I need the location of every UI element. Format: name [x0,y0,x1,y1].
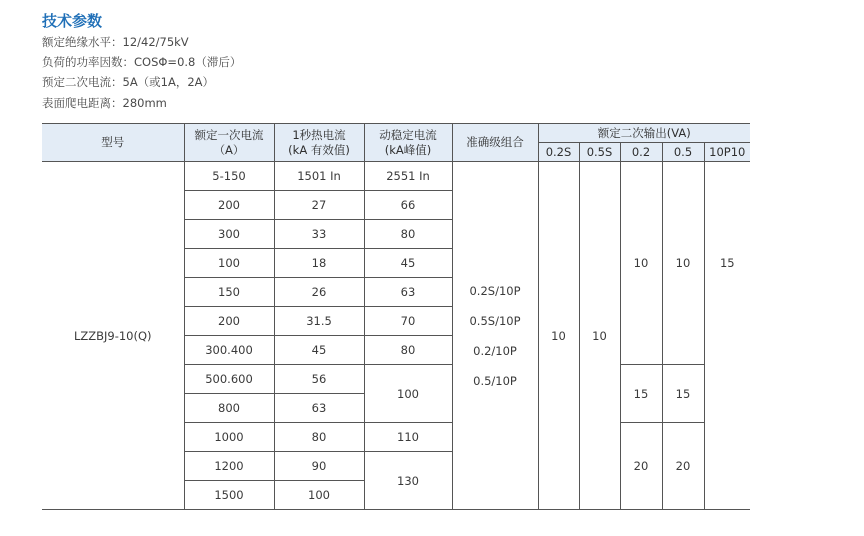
primary-current-cell: 500.600 [184,365,274,394]
primary-current-cell: 200 [184,307,274,336]
accuracy-item: 0.2/10P [473,343,517,358]
output-05-cell: 10 [662,162,704,365]
primary-current-cell: 1500 [184,481,274,510]
header-thermal-l2: (kA 有效值) [288,142,350,157]
dynamic-current-cell: 45 [364,249,452,278]
output-02-cell: 15 [620,365,662,423]
primary-current-cell: 1200 [184,452,274,481]
header-thermal-l1: 1秒热电流 [292,127,346,142]
dynamic-current-cell: 100 [364,365,452,423]
header-sub-05S: 0.5S [579,143,620,162]
primary-current-cell: 5-150 [184,162,274,191]
output-10P10-cell: 15 [704,162,750,510]
header-thermal-current [274,124,364,162]
param-power-factor: 负荷的功率因数：COSΦ=0.8（滞后） [42,55,242,69]
thermal-current-cell: 1501 In [274,162,364,191]
output-02-cell: 20 [620,423,662,510]
accuracy-item: 0.2S/10P [469,283,521,298]
header-dynamic-l1: 动稳定电流 [379,127,437,142]
dynamic-current-cell: 80 [364,220,452,249]
accuracy-item: 0.5/10P [473,373,517,388]
output-05-cell: 20 [662,423,704,510]
header-primary-current-l1: 额定一次电流 [194,127,264,142]
spec-table [42,123,750,510]
thermal-current-cell: 45 [274,336,364,365]
accuracy-cell [452,162,538,510]
thermal-current-cell: 31.5 [274,307,364,336]
thermal-current-cell: 90 [274,452,364,481]
header-sub-02: 0.2 [620,143,662,162]
dynamic-current-cell: 63 [364,278,452,307]
primary-current-cell: 300 [184,220,274,249]
primary-current-cell: 100 [184,249,274,278]
thermal-current-cell: 33 [274,220,364,249]
header-dynamic-current [364,124,452,162]
primary-current-cell: 1000 [184,423,274,452]
thermal-current-cell: 80 [274,423,364,452]
header-accuracy: 准确级组合 [452,124,538,162]
header-model: 型号 [42,124,184,162]
dynamic-current-cell: 70 [364,307,452,336]
thermal-current-cell: 26 [274,278,364,307]
header-sub-10P10: 10P10 [704,143,750,162]
section-title: 技术参数 [42,12,103,30]
header-sub-02S: 0.2S [538,143,579,162]
thermal-current-cell: 100 [274,481,364,510]
thermal-current-cell: 56 [274,365,364,394]
param-insulation-level: 额定绝缘水平：12/42/75kV [42,35,189,49]
param-secondary-current: 预定二次电流：5A（或1A，2A） [42,75,215,89]
header-primary-current [184,124,274,162]
header-dynamic-l2: (kA峰值) [384,142,432,157]
primary-current-cell: 150 [184,278,274,307]
output-02S-cell: 10 [538,162,579,510]
primary-current-cell: 800 [184,394,274,423]
header-secondary-output: 额定二次输出(VA) [538,124,750,143]
header-primary-current-l2: （A） [213,142,245,157]
output-02-cell: 10 [620,162,662,365]
dynamic-current-cell: 2551 In [364,162,452,191]
thermal-current-cell: 18 [274,249,364,278]
thermal-current-cell: 63 [274,394,364,423]
thermal-current-cell: 27 [274,191,364,220]
dynamic-current-cell: 66 [364,191,452,220]
param-creepage-distance: 表面爬电距离：280mm [42,96,167,110]
model-cell: LZZBJ9-10(Q) [42,162,184,510]
header-sub-05: 0.5 [662,143,704,162]
output-05S-cell: 10 [579,162,620,510]
output-05-cell: 15 [662,365,704,423]
primary-current-cell: 200 [184,191,274,220]
dynamic-current-cell: 130 [364,452,452,510]
dynamic-current-cell: 110 [364,423,452,452]
dynamic-current-cell: 80 [364,336,452,365]
accuracy-item: 0.5S/10P [469,313,521,328]
primary-current-cell: 300.400 [184,336,274,365]
